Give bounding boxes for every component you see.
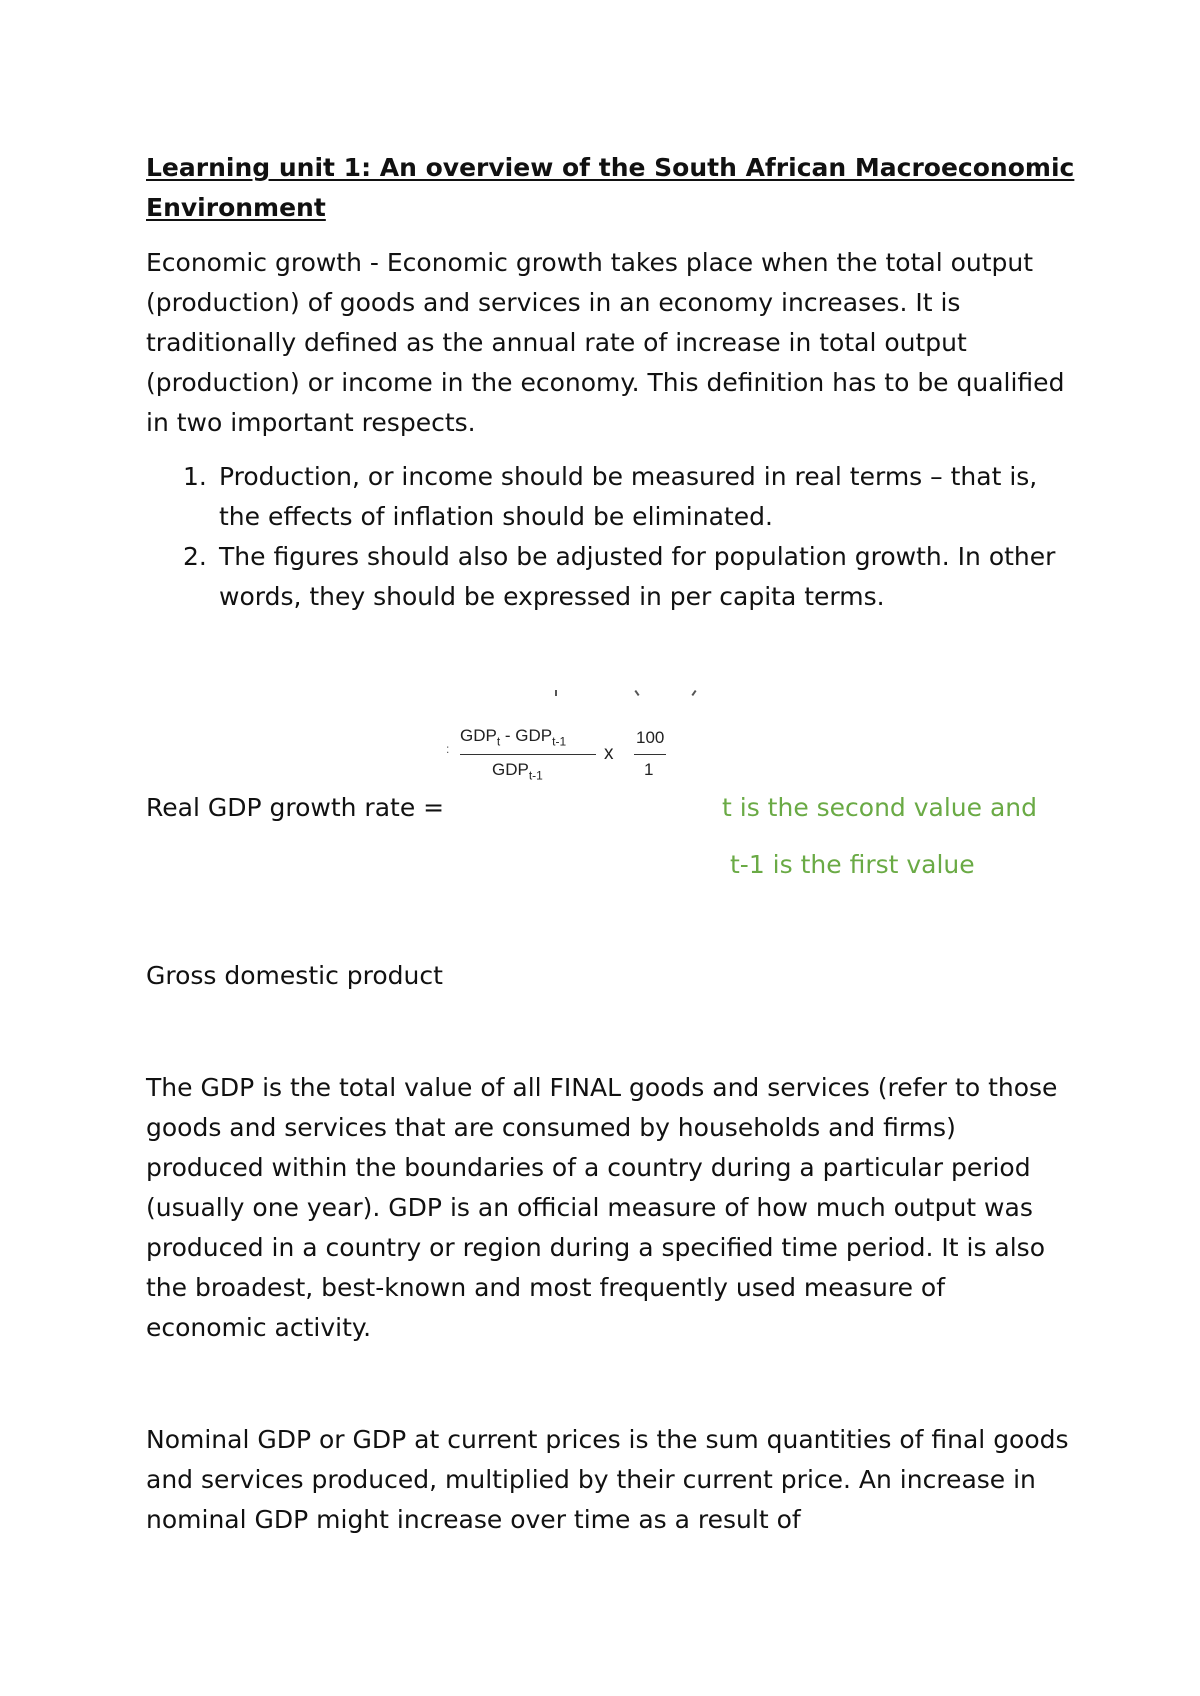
paragraph-line: goods and services that are consumed by households and firms) bbox=[146, 1113, 956, 1142]
denominator-gdp: GDP bbox=[492, 760, 529, 779]
paragraph-line: (production) of goods and services in an economy increases. It is bbox=[146, 288, 961, 317]
list-number: 1. bbox=[183, 462, 207, 491]
document-title-line-2: Environment bbox=[146, 193, 326, 222]
gdp-heading: Gross domestic product bbox=[146, 961, 443, 990]
formula-label: Real GDP growth rate = bbox=[146, 793, 445, 822]
formula-note-line-1: t is the second value and bbox=[722, 793, 1038, 822]
formula-denominator bbox=[492, 760, 543, 782]
list-number: 2. bbox=[183, 542, 207, 571]
paragraph-line: economic activity. bbox=[146, 1313, 372, 1342]
paragraph-line: The GDP is the total value of all FINAL goods and services (refer to those bbox=[146, 1073, 1058, 1102]
formula-artifact-mark bbox=[555, 690, 557, 696]
formula-artifact-mark bbox=[691, 690, 696, 696]
multiply-sign: x bbox=[604, 743, 614, 764]
minus-sign: - bbox=[500, 726, 516, 745]
paragraph-line: Nominal GDP or GDP at current prices is the sum quantities of final goods bbox=[146, 1425, 1069, 1454]
fraction-bar bbox=[634, 754, 666, 755]
numerator-gdp-t: GDP bbox=[460, 726, 497, 745]
list-item-line: words, they should be expressed in per capita terms. bbox=[219, 582, 885, 611]
paragraph-line: the broadest, best-known and most frequently used measure of bbox=[146, 1273, 945, 1302]
paragraph-line: (usually one year). GDP is an official measure of how much output was bbox=[146, 1193, 1033, 1222]
list-item-line: The figures should also be adjusted for population growth. In other bbox=[219, 542, 1056, 571]
list-item-line: the effects of inflation should be eliminated. bbox=[219, 502, 773, 531]
subscript-t-1: t-1 bbox=[528, 768, 543, 783]
paragraph-line: produced in a country or region during a specified time period. It is also bbox=[146, 1233, 1045, 1262]
paragraph-line: nominal GDP might increase over time as a result of bbox=[146, 1505, 801, 1534]
gdp-growth-formula bbox=[440, 690, 680, 790]
numerator-gdp-t-1: GDP bbox=[515, 726, 553, 745]
paragraph-line: (production) or income in the economy. This definition has to be qualified bbox=[146, 368, 1065, 397]
formula-numerator bbox=[460, 726, 566, 748]
paragraph-line: in two important respects. bbox=[146, 408, 476, 437]
paragraph-line: Economic growth - Economic growth takes place when the total output bbox=[146, 248, 1034, 277]
list-item-line: Production, or income should be measured in real terms – that is, bbox=[219, 462, 1038, 491]
paragraph-line: and services produced, multiplied by their current price. An increase in bbox=[146, 1465, 1036, 1494]
formula-note-line-2: t-1 is the first value bbox=[730, 850, 975, 879]
fraction-numerator-100: 100 bbox=[636, 728, 665, 747]
fraction-bar bbox=[460, 754, 596, 755]
formula-artifact-mark bbox=[634, 690, 639, 696]
formula-lead-mark: : bbox=[446, 742, 450, 756]
paragraph-line: traditionally defined as the annual rate of increase in total output bbox=[146, 328, 967, 357]
subscript-t: t bbox=[496, 734, 501, 749]
document-title-line-1: Learning unit 1: An overview of the South African Macroeconomic bbox=[146, 153, 1075, 182]
fraction-denominator-1: 1 bbox=[644, 760, 654, 779]
paragraph-line: produced within the boundaries of a country during a particular period bbox=[146, 1153, 1031, 1182]
subscript-t-1: t-1 bbox=[552, 734, 567, 749]
